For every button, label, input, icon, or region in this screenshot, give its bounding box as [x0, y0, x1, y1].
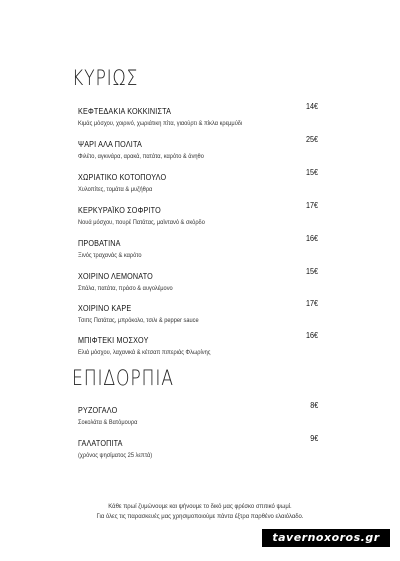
menu-item [78, 101, 318, 130]
item-name: ΚΕΡΚΥΡΑΪΚΟ ΣΟΦΡΙΤΟ [78, 205, 161, 215]
menu-item [78, 400, 318, 429]
footer-line: Κάθε πρωί ζυμώνουμε και ψήνουμε το δικό μας φρέσκο σπιτικό ψωμί. [108, 503, 292, 510]
item-description: Σπάλα, πατάτα, πράσο & αυγολέμονο [78, 285, 173, 292]
item-price: 17€ [305, 298, 318, 308]
item-name: ΚΕΦΤΕΔΑΚΙΑ ΚΟΚΚΙΝΙΣΤΑ [78, 106, 172, 116]
menu-item [78, 233, 318, 262]
item-price: 17€ [305, 200, 318, 210]
item-name: ΡΥΖΟΓΑΛΟ [78, 405, 118, 415]
item-description: Κιμάς μόσχου, χοιρινό, χωριάτικη πίτα, γιαούρτι & πίκλα κρεμμύδι [78, 120, 243, 127]
item-price: 14€ [305, 101, 318, 111]
item-name: ΧΩΡΙΑΤΙΚΟ ΚΟΤΟΠΟΥΛΟ [78, 172, 167, 182]
item-price: 8€ [309, 400, 318, 410]
section-title-main-courses: ΚΥΡΙΩΣ [72, 66, 139, 90]
item-name: ΓΑΛΑΤΟΠΙΤΑ [78, 438, 123, 448]
item-description: Σοκολάτα & Βατόμουρα [78, 419, 138, 426]
item-description: Ελιά μόσχου, λαχανικά & κέτσαπ πιπεριάς Φλωρίνης [78, 349, 211, 356]
item-name: ΠΡΟΒΑΤΙΝΑ [78, 238, 121, 248]
menu-item [78, 298, 318, 327]
item-description: (χρόνος ψησίματος 25 λεπτά) [78, 452, 153, 459]
menu-item [78, 167, 318, 196]
item-description: Ξινός τραχανάς & καρότο [78, 252, 142, 259]
item-price: 25€ [305, 134, 318, 144]
item-name: ΧΟΙΡΙΝΟ ΛΕΜΟΝΑΤΟ [78, 271, 153, 281]
item-price: 16€ [305, 330, 318, 340]
item-price: 15€ [305, 167, 318, 177]
item-price: 16€ [305, 233, 318, 243]
menu-item [78, 330, 318, 359]
menu-item [78, 266, 318, 295]
menu-item [78, 200, 318, 229]
menu-item [78, 134, 318, 163]
item-description: Τσιπς Πατάτας, μπρόκολο, τσιλι & pepper sauce [78, 317, 199, 324]
watermark-logo: tavernoxoros.gr [262, 529, 390, 547]
footer-note [0, 502, 400, 522]
footer-line: Για όλες τις παρασκευές μας χρησιμοποιούμε πάντα έξτρα παρθένο ελαιόλαδο. [96, 513, 304, 520]
item-name: ΨΑΡΙ ΑΛΑ ΠΟΛΙΤΑ [78, 139, 142, 149]
item-description: Φιλέτο, αγκινάρα, αρακά, πατάτα, καρότο & άνηθο [78, 153, 204, 160]
item-description: Χυλοπίτες, τομάτα & μυζήθρα [78, 186, 153, 193]
item-name: ΜΠΙΦΤΕΚΙ ΜΟΣΧΟΥ [78, 335, 149, 345]
item-name: ΧΟΙΡΙΝΟ ΚΑΡΕ [78, 303, 132, 313]
menu-item [78, 433, 318, 462]
item-price: 15€ [305, 266, 318, 276]
item-description: Νουά μόσχου, πουρέ Πατάτας, μαϊντανό & σκόρδο [78, 219, 205, 226]
item-price: 9€ [309, 433, 318, 443]
section-title-desserts: ΕΠΙΔΟΡΠΙΑ [72, 366, 174, 390]
